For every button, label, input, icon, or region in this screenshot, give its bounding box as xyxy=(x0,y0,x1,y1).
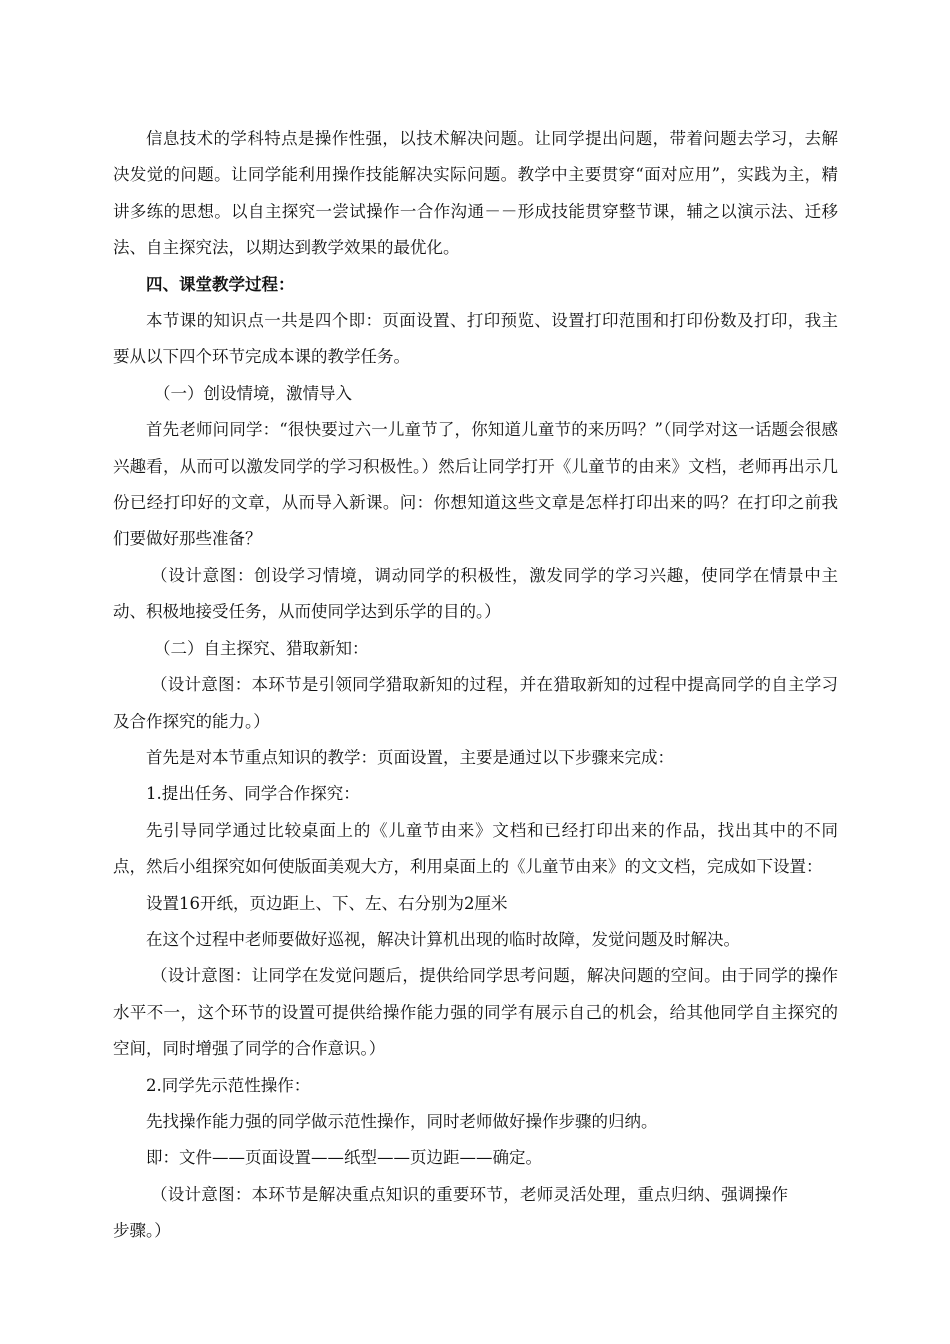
subheading-create-situation: （一）创设情境，激情导入 xyxy=(154,383,352,403)
paragraph-page-setup-intro: 首先是对本节重点知识的教学：页面设置，主要是通过以下步骤来完成： xyxy=(146,747,674,767)
paragraph-operation-steps: 即：文件——页面设置——纸型——页边距——确定。 xyxy=(146,1148,542,1168)
paragraph-design-intent-4: （设计意图：本环节是解决重点知识的重要环节，老师灵活处理，重点归纳、强调操作步骤。） xyxy=(113,1184,788,1241)
subheading-self-exploration: （二）自主探究、猎取新知： xyxy=(154,638,369,658)
paragraph-demo-operation: 先找操作能力强的同学做示范性操作，同时老师做好操作步骤的归纳。 xyxy=(146,1111,658,1131)
paragraph-settings: 设置16开纸，页边距上、下、左、右分别为2厘米 xyxy=(146,893,508,913)
paragraph-teacher-patrol: 在这个过程中老师要做好巡视，解决计算机出现的临时故障，发觉问题及时解决。 xyxy=(146,929,740,949)
section-heading-classroom-process: 四、课堂教学过程： xyxy=(146,274,295,294)
paragraph-teacher-question: 首先老师问同学：“很快要过六一儿童节了，你知道儿童节的来历吗？”（同学对这一话题会很感兴趣看，从而可以激发同学的学习积极性。）然后让同学打开《儿童节的由来》文档，老师再出示几份已经打印好的文章，从而导入新课。问：你想知道这些文章是怎样打印出来的吗？在打印之前我们要做好那些准备？ xyxy=(113,420,838,549)
paragraph-design-intent-3: （设计意图：让同学在发觉问题后，提供给同学思考问题，解决问题的空间。由于同学的操作水平不一，这个环节的设置可提供给操作能力强的同学有展示自己的机会，给其他同学自主探究的空间，同时增强了同学的合作意识。） xyxy=(113,966,838,1059)
paragraph-design-intent-1: （设计意图：创设学习情境，调动同学的积极性，激发同学的学习兴趣，使同学在情景中主动、积极地接受任务，从而使同学达到乐学的目的。） xyxy=(113,565,838,622)
paragraph-knowledge-points: 本节课的知识点一共是四个即：页面设置、打印预览、设置打印范围和打印份数及打印，我主要从以下四个环节完成本课的教学任务。 xyxy=(113,311,838,367)
paragraph-subject-features: 信息技术的学科特点是操作性强，以技术解决问题。让同学提出问题，带着问题去学习，去解决发觉的问题。让同学能利用操作技能解决实际问题。教学中主要贯穿“面对应用”，实践为主，精讲多练的思想。以自主探究一尝试操作一合作沟通－－形成技能贯穿整节课，辅之以演示法、迁移法、自主探究法，以期达到教学效果的最优化。 xyxy=(113,129,838,258)
step-1-heading: 1.提出任务、同学合作探究： xyxy=(146,784,360,804)
document-body xyxy=(113,121,838,1250)
paragraph-design-intent-2: （设计意图：本环节是引领同学猎取新知的过程，并在猎取新知的过程中提高同学的自主学习及合作探究的能力。） xyxy=(113,675,838,731)
paragraph-compare-documents: 先引导同学通过比较桌面上的《儿童节由来》文档和已经打印出来的作品，找出其中的不同点，然后小组探究如何使版面美观大方，利用桌面上的《儿童节由来》的文文档，完成如下设置： xyxy=(113,820,838,877)
step-2-heading: 2.同学先示范性操作： xyxy=(146,1075,311,1095)
